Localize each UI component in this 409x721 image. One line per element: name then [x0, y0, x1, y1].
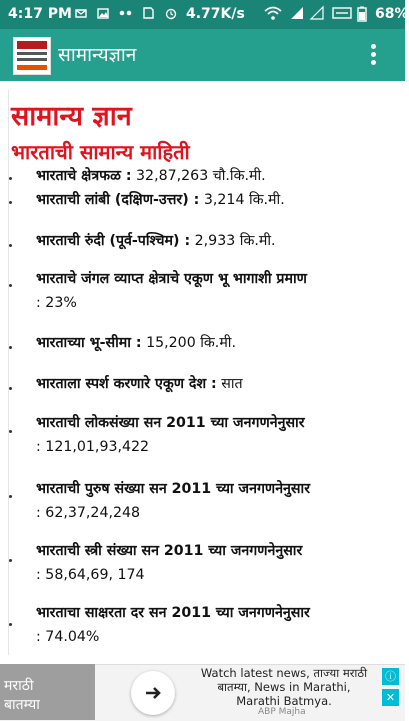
bullet	[9, 284, 12, 287]
list-item: भारताला स्पर्श करणारे एकूण देश : सात	[36, 376, 243, 392]
mail-icon	[74, 6, 88, 20]
battery-icon	[357, 6, 367, 22]
bullet	[9, 346, 12, 349]
bullet	[9, 177, 12, 180]
list-item: भारताची लांबी (दक्षिण-उत्तर) : 3,214 कि.मी.	[36, 192, 285, 208]
app-logo-icon[interactable]	[13, 37, 51, 75]
no-data-icon	[332, 6, 352, 20]
wifi-icon	[264, 6, 282, 21]
bullet	[9, 387, 12, 390]
sim-icon	[141, 6, 155, 20]
ad-close-icon[interactable]: ✕	[382, 689, 399, 706]
signal-icon	[290, 6, 304, 20]
status-bar	[0, 0, 409, 29]
page-subheading: भारताची सामान्य माहिती	[11, 140, 190, 164]
network-speed: 4.77K/s	[186, 6, 245, 22]
ad-brand: ABP Majha	[258, 707, 306, 717]
bullet	[9, 495, 12, 498]
bullet	[9, 623, 12, 626]
list-item: भारताची लोकसंख्या सन 2011 च्या जनगणनेनुसार : 121,01,93,422	[36, 415, 305, 455]
page-heading: सामान्य ज्ञान	[11, 101, 132, 132]
bullet	[9, 430, 12, 433]
battery-percent: 68%	[375, 6, 409, 22]
ad-text[interactable]: Watch latest news, ताज्या मराठी बातम्या, News in Marathi, Marathi Batmya.	[200, 666, 368, 708]
ad-logo[interactable]: मराठी बातम्या	[0, 664, 95, 720]
image-icon	[96, 6, 110, 20]
arrow-right-icon[interactable]	[131, 671, 175, 715]
ad-info-icon[interactable]: ⓘ	[382, 668, 399, 685]
list-item: भारताचे जंगल व्याप्त क्षेत्राचे एकूण भू भागाशी प्रमाण : 23%	[36, 271, 307, 311]
list-item: भारताच्या भू-सीमा : 15,200 कि.मी.	[36, 335, 236, 351]
signal-2-icon	[310, 6, 324, 20]
notification-icon	[118, 6, 134, 20]
bullet	[9, 244, 12, 247]
list-item: भारताची स्त्री संख्या सन 2011 च्या जनगणनेनुसार : 58,64,69, 174	[36, 543, 303, 583]
list-item: भारताची रुंदी (पूर्व-पश्चिम) : 2,933 कि.मी.	[36, 233, 276, 249]
app-title: सामान्यज्ञान	[58, 44, 137, 66]
list-item: भारताची पुरुष संख्या सन 2011 च्या जनगणनेनुसार : 62,37,24,248	[36, 481, 311, 521]
list-item: भारताचा साक्षरता दर सन 2011 च्या जनगणनेनुसार : 74.04%	[36, 605, 310, 645]
status-time: 4:17 PM	[8, 6, 72, 22]
overflow-menu-icon[interactable]	[366, 44, 380, 68]
bullet	[9, 559, 12, 562]
bullet	[9, 201, 12, 204]
alarm-icon	[164, 6, 178, 20]
list-item: भारताचे क्षेत्रफळ : 32,87,263 चौ.कि.मी.	[36, 168, 266, 184]
